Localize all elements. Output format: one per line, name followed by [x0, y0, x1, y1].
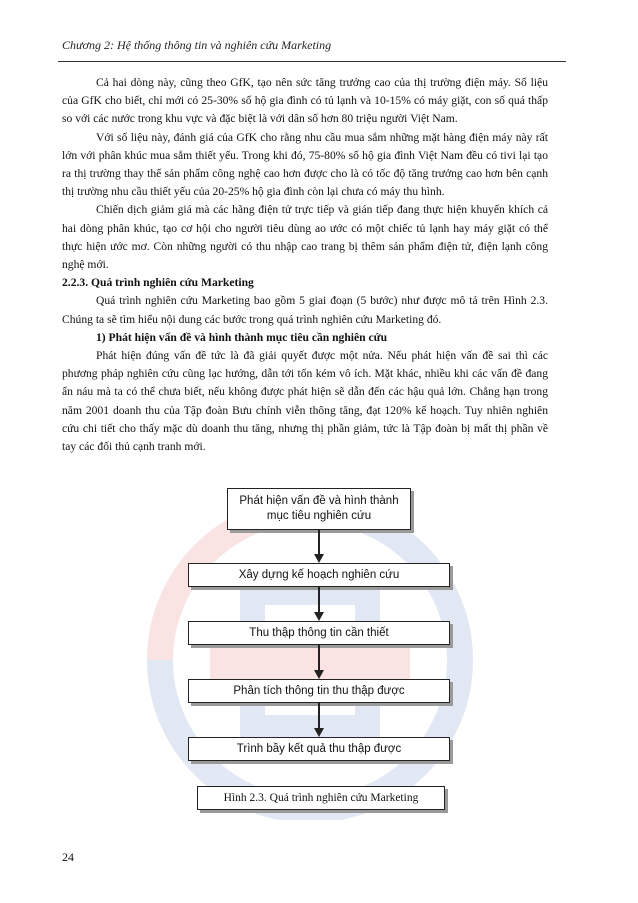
sub-paragraph: Phát hiện đúng vấn đề tức là đã giải quyết được một nửa. Nếu phát hiện vấn đề sai thì các phương pháp nghiên cứu cũng lạc hướng, dẫn tới tốn kém vô ích. Mặt khác, nhiều khi các vấn đề đang ẩn náu mà ta có thể chưa biết, nếu không được phát hiện sẽ dẫn đến các hậu quả lớn. Chẳng hạn trong năm 2001 doanh thu của Tập đoàn Bưu chính viễn thông tăng, đạt 120% kế hoạch. Tuy nhiên nghiên cứu chi tiết cho thấy mặc dù doanh thu tăng, nhưng thị phần giảm, tức là Tập đoàn bị mất thị phần về tay các đối thủ cạnh tranh mới.: [62, 349, 548, 454]
page-number: 24: [62, 850, 74, 864]
paragraph-3: Chiến dịch giảm giá mà các hãng điện tử trực tiếp và gián tiếp đang thực hiện khuyến khích cả hai dòng phân khúc, tạo cơ hội cho người tiêu dùng ao ước có một chiếc tủ lạnh hay máy giặt có thể thực hiện ước mơ. Còn những người có thu nhập cao trang bị thêm sản phẩm điện tử, điện lạnh công nghệ mới.: [62, 203, 548, 272]
body-text: [62, 74, 548, 456]
paragraph-2: Với số liệu này, đánh giá của GfK cho rằng nhu cầu mua sắm những mặt hàng điện máy này rất lớn với phân khúc mua sắm thiết yếu. Trong khi đó, 75-80% số hộ gia đình Việt Nam đều có tivi lại tạo ra thị trường thay thế sản phẩm công nghệ cao hơn được cho là có tốc độ tăng trưởng cao hơn bên cạnh thị trường nhu cầu thiết yếu của 20-25% hộ gia đình còn lại chưa có máy thu hình.: [62, 130, 548, 199]
flow-arrow-2: [318, 587, 320, 612]
flow-arrow-4: [318, 703, 320, 728]
flow-arrowhead-3: [314, 670, 324, 679]
flow-step-5: Trình bầy kết quả thu thập được: [188, 737, 450, 761]
flow-arrow-3: [318, 645, 320, 670]
section-intro: Quá trình nghiên cứu Marketing bao gồm 5 giai đoạn (5 bước) như được mô tả trên Hình 2.3. Chúng ta sẽ tìm hiểu nội dung các bước trong quá trình nghiên cứu Marketing đó.: [62, 294, 548, 326]
section-heading: 2.2.3. Quá trình nghiên cứu Marketing: [62, 276, 254, 290]
chapter-header: Chương 2: Hệ thống thông tin và nghiên cứu Marketing: [62, 38, 332, 52]
paragraph-1: Cả hai dòng này, cũng theo GfK, tạo nên sức tăng trưởng cao của thị trường điện máy. Số liệu của GfK cho biết, chỉ mới có 25-30% số hộ gia đình có tủ lạnh và 10-15% có máy giặt, con số quá thấp so với các nước trong khu vực và đặc biệt là với dân số hơn 80 triệu người Việt Nam.: [62, 76, 548, 126]
flow-step-3: Thu thập thông tin cần thiết: [188, 621, 450, 645]
flow-arrowhead-2: [314, 612, 324, 621]
flow-arrowhead-1: [314, 554, 324, 563]
flow-step-4: Phân tích thông tin thu thập được: [188, 679, 450, 703]
flow-step-2: Xây dựng kế hoạch nghiên cứu: [188, 563, 450, 587]
flow-arrowhead-4: [314, 728, 324, 737]
flow-arrow-1: [318, 530, 320, 554]
sub-heading: 1) Phát hiện vấn đề và hình thành mục tiêu cần nghiên cứu: [96, 330, 388, 344]
header-divider: [58, 61, 566, 62]
flow-step-1: Phát hiện vấn đề và hình thành mục tiêu nghiên cứu: [227, 488, 411, 530]
figure-caption: Hình 2.3. Quá trình nghiên cứu Marketing: [197, 786, 445, 810]
watermark-logo: [90, 490, 530, 820]
